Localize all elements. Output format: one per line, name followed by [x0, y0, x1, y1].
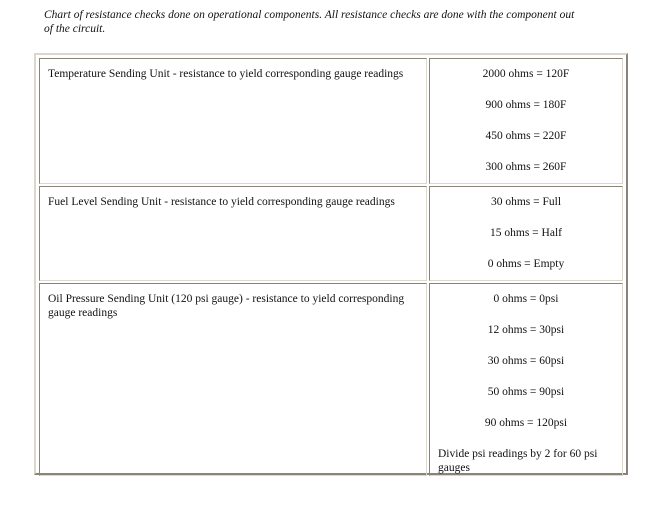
component-cell: Temperature Sending Unit - resistance to yield corresponding gauge readings [39, 58, 427, 184]
resistance-checks-table [37, 56, 625, 478]
readings-cell [429, 58, 623, 184]
reading-value: 900 ohms = 180F [485, 99, 567, 111]
table-row [39, 283, 623, 476]
readings-cell [429, 186, 623, 281]
reading-value: 0 ohms = Empty [487, 258, 565, 270]
component-cell: Oil Pressure Sending Unit (120 psi gauge) - resistance to yield corresponding gauge readings [39, 283, 427, 476]
reading-value: 300 ohms = 260F [485, 161, 567, 173]
gauge-note: Divide psi readings by 2 for 60 psi gauges [438, 448, 598, 474]
reading-value: 0 ohms = 0psi [493, 293, 559, 305]
reading-value: 90 ohms = 120psi [484, 417, 568, 429]
readings-cell [429, 283, 623, 476]
resistance-table-frame [34, 53, 628, 475]
table-row [39, 58, 623, 184]
reading-value: 15 ohms = Half [490, 227, 562, 239]
reading-value: 450 ohms = 220F [485, 130, 567, 142]
reading-value: 30 ohms = 60psi [487, 355, 565, 367]
reading-value: 50 ohms = 90psi [487, 386, 565, 398]
table-row [39, 186, 623, 281]
reading-value: 2000 ohms = 120F [482, 68, 570, 80]
chart-caption: Chart of resistance checks done on operational components. All resistance checks are done with the component out of the circuit. [44, 9, 575, 35]
component-cell: Fuel Level Sending Unit - resistance to yield corresponding gauge readings [39, 186, 427, 281]
reading-value: 30 ohms = Full [490, 196, 562, 208]
reading-value: 12 ohms = 30psi [487, 324, 565, 336]
